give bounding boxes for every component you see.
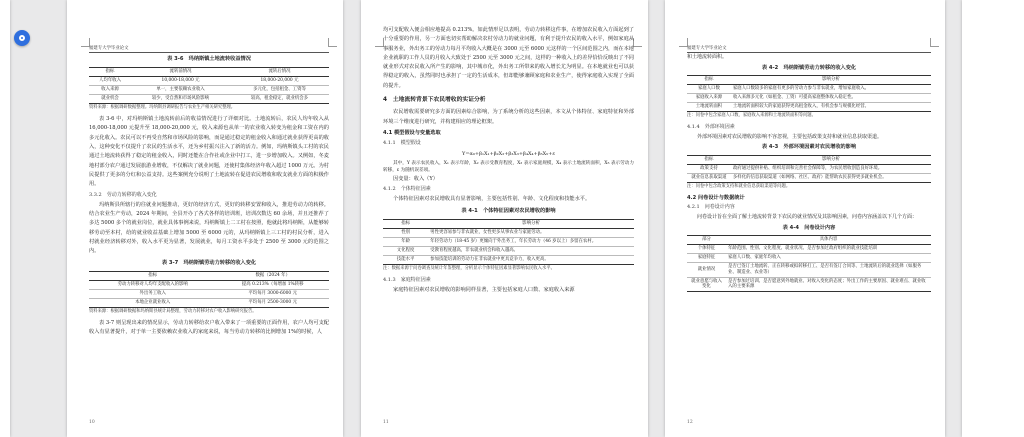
table-cell: 家庭人口数 xyxy=(687,85,731,94)
next-page-edge xyxy=(962,0,1024,437)
table-cell: 较少，受自然和市场风险影响 xyxy=(131,95,230,104)
table-caption: 表 4-1 个体特征因素对农民增收的影响 xyxy=(461,207,556,214)
table-row xyxy=(687,85,931,94)
table-cell: 政府通过提供补贴、组织培训和完善社会保障等，为农民增收创造良好环境。 xyxy=(731,164,931,173)
table-header-row xyxy=(383,220,634,229)
table-row xyxy=(687,103,931,112)
table-row xyxy=(89,95,329,104)
running-header: 福建专大学毕业论文 xyxy=(687,45,931,53)
table-cell: 男性更容易参与非农就业，女性更多从事农业与家庭劳动。 xyxy=(428,229,634,238)
body-paragraph: 因变量：收入（Y） xyxy=(393,175,438,182)
table-cell: 政策支持 xyxy=(687,164,731,173)
table-row xyxy=(383,246,634,255)
table-cell: 家庭特征 xyxy=(687,254,726,263)
table-cell: 收入来源 xyxy=(89,86,131,95)
page-number: 11 xyxy=(383,420,389,425)
table-cell: 年轻劳动力（18-45 岁）更倾向于外出务工，年长劳动力（46 岁以上）多留在农村。 xyxy=(428,237,634,246)
table-cell: 劳动力转移对人均年支配收入的影响 xyxy=(89,280,216,289)
table-3-6 xyxy=(89,67,329,104)
table-4-2 xyxy=(687,75,931,112)
body-paragraph: 均可支配收入便会相应地提高 0.213%。如此情形足以表明，劳动力转移这件事，在增加农民收入方面起到了十分重要的作用，另一方面也切实帮助解决农村劳动力的就业问题，有利于提升农民的收入水平，例如家庭从事服务业，外出务工的劳动力每月平均收入大概是在 3000 元至 6000 元这样的一个区间范围之内，而在本地企业就职的工作人员的月收入大致处于 2500 元至 3000 元之间，这样的一种收入上的差异恰恰反映出了不同就业形式对农民收入所产生的影响，其中城市化，外出务工所带来的收入增长尤为明显。在本地就业也可以获得稳定的收入，虽然同时也承担了一定的生活成本，但却能够兼顾家庭和农业生产，使得家庭收入实现了全面的提升。 xyxy=(383,27,634,89)
table-cell: 收入来源多元化（如租金、工资）可提高家庭整体收入稳定性。 xyxy=(731,94,931,103)
table-caption: 表 3-6 玛纳斯镇土地流转收益情况 xyxy=(167,56,251,62)
table-row xyxy=(687,164,931,173)
table-header-cell: 影响分析 xyxy=(731,76,931,85)
table-row xyxy=(89,280,329,289)
table-header-cell: 指标 xyxy=(89,271,216,280)
table-caption: 表 4-3 外部环境因素对农民增收的影响 xyxy=(761,144,857,151)
subsection-heading: 4.2 问卷设计与数据统计 xyxy=(687,194,745,201)
table-header-row xyxy=(89,68,329,77)
table-cell: 18,000-20,000 元 xyxy=(230,77,329,86)
table-cell: 参加技能培训的劳动力在非农就业中更具竞争力，收入更高。 xyxy=(428,255,634,264)
body-paragraph: 个体特征因素对农民增收具有显著影响，主要包括性别、年龄、文化程度和技能水平。 xyxy=(393,196,591,203)
table-cell: 就业信息获取渠道 xyxy=(687,173,731,182)
table-header-row xyxy=(687,76,931,85)
body-paragraph: 问卷设计旨在全面了解土地流转背景下农民的就业情况及其影响因素，问卷内容涵盖以下几个方面： xyxy=(697,213,918,220)
subsection-heading: 4.1 模型假设与变量选取 xyxy=(383,129,441,136)
regression-formula: Y=α₀+β₁X₁+β₂X₂+β₃X₃+β₄X₄+β₅X₅+ε xyxy=(462,150,555,157)
body-paragraph: 表 3-6 中，对玛纳斯镇土地流转前后的收益情况进行了详细对比。土地流转后，农民人均年收入从 16,000-18,000 元提升至 18,000-20,000 元，收入来源也从单一的农业收入转变为租金和工资在内的多元化收入。农民可以不再受自然和市场风险的影响，而是通过稳定的租金收入和通过就业获得更高的收入，这种变化不仅提升了农民的生活水平，还为乡村振兴注入了新的活力。例如，玛纳斯镇头工村的农民通过土地流转获得了稳定的租金收入，同时还能在合作社或企业中打工，进一步增加收入。又例如，冬麦地村部分农户通过发展旅游业增收，不仅解决了就业问题，还使村集体经济年收入超过 1000 万元。为村民提供了更多的分红和公益支持。这些案例充分说明了土地流转在促进农民增收和收支就业方面的积极作用。 xyxy=(89,116,329,188)
table-caption: 表 3-7 玛纳斯镇劳动力转移的收入变化 xyxy=(161,259,257,266)
body-paragraph: 家庭特征因素对农民增收的影响同样显著，主要包括家庭人口数、家庭收入来源 xyxy=(393,287,575,294)
table-row xyxy=(687,173,931,182)
table-cell: 土地流转面积 xyxy=(687,103,731,112)
page-11 xyxy=(361,0,648,437)
table-header-cell: 影响分析 xyxy=(428,220,634,229)
table-cell: 单一，主要依赖农业收入 xyxy=(131,86,230,95)
table-cell: 就业情况 xyxy=(687,263,726,278)
table-row xyxy=(89,86,329,95)
table-header-row xyxy=(89,271,329,280)
subsubsection-heading: 4.1.2 个体特征因素 xyxy=(383,186,431,193)
table-header-row xyxy=(687,155,931,164)
table-row xyxy=(89,289,329,298)
table-cell: 受教育程度越高，非农就业机会和收入越高。 xyxy=(428,246,634,255)
subsubsection-heading: 4.1.3 家庭特征因素 xyxy=(383,276,431,283)
crop-mark xyxy=(328,38,337,47)
table-cell: 多样化的信息获取渠道（如网络、社区、政府）能帮助农民获得更多就业机会。 xyxy=(731,173,931,182)
table-cell: 文化程度 xyxy=(383,246,428,255)
table-row xyxy=(687,277,931,292)
table-header-cell: 数据（2024 年） xyxy=(216,271,329,280)
table-header-cell: 影响分析 xyxy=(731,155,931,164)
table-3-7 xyxy=(89,271,329,308)
table-header-cell: 指标 xyxy=(89,68,131,77)
page-number: 12 xyxy=(687,420,693,425)
body-paragraph: 外部环境因素对农民增收的影响不容忽视，主要包括政策支持和就业信息获取渠道。 xyxy=(697,133,883,140)
body-paragraph: 玛纳斯县所辖行的往就业问题推动，更好的经济方式，更好的转移安置和收入，推进劳动力的转移。结合农业生产劳动，2024 年期间，全县开办了各式各样的培训班，培训次数达 60 余场，并且还推荐了多达 5000 多个的就业岗位，就业具体事例来说，玛纳斯镇上二工村在按照，他就此将玛纳斯，从能够转移劳动至本村，给的就业收益基础上增加 5000 至 6000 元的，从玛纳斯镇上三工村的村民分析，进入村就业经济转移对外，收入水平更为显著，发展就业，每月工资水平多处于 2500 至 3000 元的范围之内。 xyxy=(89,201,329,255)
table-header-cell: 指标 xyxy=(383,220,428,229)
table-row xyxy=(89,298,329,307)
table-header-row xyxy=(687,236,931,245)
table-cell: 较高，租金稳定，就业机会多 xyxy=(230,95,329,104)
table-cell: 个体特征 xyxy=(687,245,726,254)
table-cell: 人均年收入 xyxy=(89,77,131,86)
subsubsection-heading: 4.1.1 模型假设 xyxy=(383,140,421,147)
floating-assistant-button[interactable] xyxy=(14,30,30,46)
page-12 xyxy=(665,0,945,437)
table-cell: 10,000-18,000 元 xyxy=(131,77,230,86)
section-heading: 4 土地流转背景下农民增收的实证分析 xyxy=(383,97,486,104)
body-paragraph: 农民增收需要研究多方面的因素综合影响，为了系统分析的这些因素，本文从个体特征、家庭特征和外部环境三个维度进行研究，并构建相应的理论框架。 xyxy=(383,109,634,125)
table-cell: 家庭人口数、家庭年均收入 xyxy=(726,254,931,263)
crop-mark xyxy=(930,38,939,47)
table-cell: 土地流转面积较大的家庭获得更高租金收入，有机会参与规模化经营。 xyxy=(731,103,931,112)
table-header-cell: 部分 xyxy=(687,236,726,245)
table-cell: 年龄 xyxy=(383,237,428,246)
subsubsection-heading: 4.1.4 外部环境因素 xyxy=(687,124,735,131)
table-row xyxy=(383,237,634,246)
table-header-cell: 流转后情况 xyxy=(230,68,329,77)
table-cell: 是否已签订土地流转、正在转移或拟转移打工、是否有签订合同等、土地流转后的就业选择（如服务业、制造业、农业等） xyxy=(726,263,931,278)
table-row xyxy=(687,94,931,103)
table-row xyxy=(383,255,634,264)
table-note: 注：问卷中包含政策支持和就业信息获取渠道等问题。 xyxy=(687,183,791,189)
table-cell: 本地企业就业收入 xyxy=(89,298,216,307)
body-paragraph: 其中，Y 表示农民收入，X₁ 表示年龄，X₂ 表示受教育程度，X₃ 表示家庭规模，X₄ 表示土地流转面积，X₅ 表示劳动力转移，ε 为随机误差项。 xyxy=(383,160,634,174)
table-cell: 年龄范围、性别、文化程度、就业状况、是否参加过政府组织的就业技能培训 xyxy=(726,245,931,254)
table-note: 注：问卷中包含家庭人口数、家庭收入来源和土地流转面积等问题。 xyxy=(687,113,816,119)
subsubsection-heading: 4.2.1 问卷设计内容 xyxy=(687,204,735,211)
table-row xyxy=(383,229,634,238)
table-4-1 xyxy=(383,219,634,265)
table-cell: 就业意愿与收入变化 xyxy=(687,277,726,292)
table-cell: 平均每月 3000-6000 元 xyxy=(216,289,329,298)
table-cell: 外出务工收入 xyxy=(89,289,216,298)
subsection-heading: 3.3.2 劳动力转移的收入变化 xyxy=(89,191,157,198)
previous-page-edge xyxy=(0,0,10,437)
table-cell: 就业机会 xyxy=(89,95,131,104)
table-note: 注：数据来源于问卷调查及统计年鉴整理，分析显示个体特征因素显著影响农民收入水平。 xyxy=(383,265,555,271)
table-row xyxy=(687,263,931,278)
running-header: 福建专大学毕业论文 xyxy=(89,45,329,53)
table-note: 资料来源：根据调研数据和玛纳斯县统计局整理，劳动力转移对农户收入影响研究报告。 xyxy=(89,308,257,314)
table-4-3 xyxy=(687,155,931,183)
table-header-cell: 指标 xyxy=(687,76,731,85)
body-paragraph: 表 3-7 则呈现出来的情况显示，劳动力转移给农户收入带来了一项重要的正面作用，农户人均可支配收入有显著提升，对于单一主要依赖农业收入的家庭来说，每当劳动力转移的比例增加 1%的时候，人 xyxy=(89,319,329,336)
table-caption: 表 4-2 玛纳斯镇劳动力转移的收入变化 xyxy=(761,64,857,71)
table-header-cell: 指标 xyxy=(687,155,731,164)
table-cell: 平均每月 2500-3000 元 xyxy=(216,298,329,307)
table-cell: 提高 0.213%（每增加 1%转移 xyxy=(216,280,329,289)
body-paragraph: 和土地流转面积。 xyxy=(687,54,728,60)
table-row xyxy=(687,254,931,263)
table-cell: 家庭人口数较多的家庭有更多的劳动力参与非农就业，增加家庭收入。 xyxy=(731,85,931,94)
table-cell: 家庭收入来源 xyxy=(687,94,731,103)
crop-mark xyxy=(633,38,642,47)
page-number: 10 xyxy=(89,420,95,425)
target-icon xyxy=(19,35,25,41)
table-header-cell: 流转前情况 xyxy=(131,68,230,77)
table-caption: 表 4-4 问卷设计内容 xyxy=(782,224,836,231)
table-row xyxy=(687,245,931,254)
table-4-4 xyxy=(687,235,931,292)
table-header-cell: 具体内容 xyxy=(726,236,931,245)
table-cell: 多元化，包括租金、工资等 xyxy=(230,86,329,95)
page-10 xyxy=(67,0,343,437)
table-cell: 性别 xyxy=(383,229,428,238)
table-row xyxy=(89,77,329,86)
table-note: 资料来源：根据调研数据整理。玛纳斯县调研报告与农业生产相关研究整理。 xyxy=(89,105,236,111)
table-cell: 技能水平 xyxy=(383,255,428,264)
table-cell: 是否参加过培训、是否愿意到外地就业、对收入变化的态度；外出工作的主要原因、就业难点、就业收入的主要来源 xyxy=(726,277,931,292)
